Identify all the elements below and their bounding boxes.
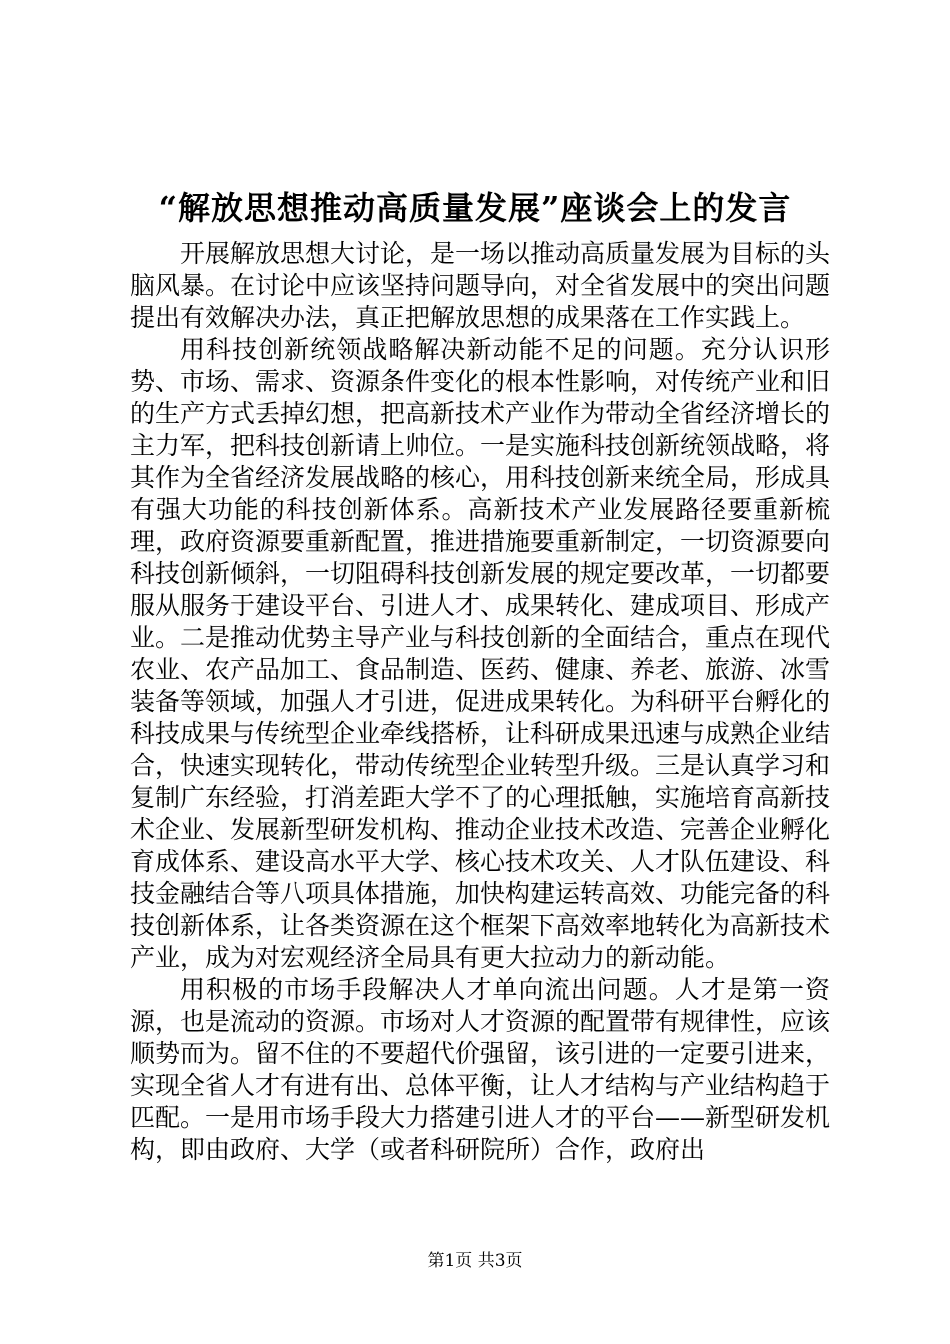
paragraph-talent: 用积极的市场手段解决人才单向流出问题。人才是第一资源，也是流动的资源。市场对人才资源的配置带有规律性，应该顺势而为。留不住的不要超代价强留，该引进的一定要引进来，实现全省人才有进有出、总体平衡，让人才结构与产业结构趋于匹配。一是用市场手段大力搭建引进人才的平台——新型研发机构，即由政府、大学（或者科研院所）合作，政府出 bbox=[130, 975, 831, 1164]
paragraph-tech-innovation: 用科技创新统领战略解决新动能不足的问题。充分认识形势、市场、需求、资源条件变化的根本性影响，对传统产业和旧的生产方式丢掉幻想，把高新技术产业作为带动全省经济增长的主力军，把科技创新请上帅位。一是实施科技创新统领战略，将其作为全省经济发展战略的核心，用科技创新来统全局，形成具有强大功能的科技创新体系。高新技术产业发展路径要重新梳理，政府资源要重新配置，推进措施要重新制定，一切资源要向科技创新倾斜，一切阻碍科技创新发展的规定要改革，一切都要服从服务于建设平台、引进人才、成果转化、建成项目、形成产业。二是推动优势主导产业与科技创新的全面结合，重点在现代农业、农产品加工、食品制造、医药、健康、养老、旅游、冰雪装备等领域，加强人才引进，促进成果转化。为科研平台孵化的科技成果与传统型企业牵线搭桥，让科研成果迅速与成熟企业结合，快速实现转化，带动传统型企业转型升级。三是认真学习和复制广东经验，打消差距大学不了的心理抵触，实施培育高新技术企业、发展新型研发机构、推动企业技术改造、完善企业孵化育成体系、建设高水平大学、核心技术攻关、人才队伍建设、科技金融结合等八项具体措施，加快构建运转高效、功能完备的科技创新体系，让各类资源在这个框架下高效率地转化为高新技术产业，成为对宏观经济全局具有更大拉动力的新动能。 bbox=[130, 335, 831, 972]
page-number-footer: 第1页 共3页 bbox=[427, 1251, 523, 1271]
paragraph-intro: 开展解放思想大讨论，是一场以推动高质量发展为目标的头脑风暴。在讨论中应该坚持问题导向，对全省发展中的突出问题提出有效解决办法，真正把解放思想的成果落在工作实践上。 bbox=[130, 239, 831, 332]
document-title: “解放思想推动高质量发展”座谈会上的发言 bbox=[158, 189, 792, 227]
document-body bbox=[130, 238, 830, 1166]
